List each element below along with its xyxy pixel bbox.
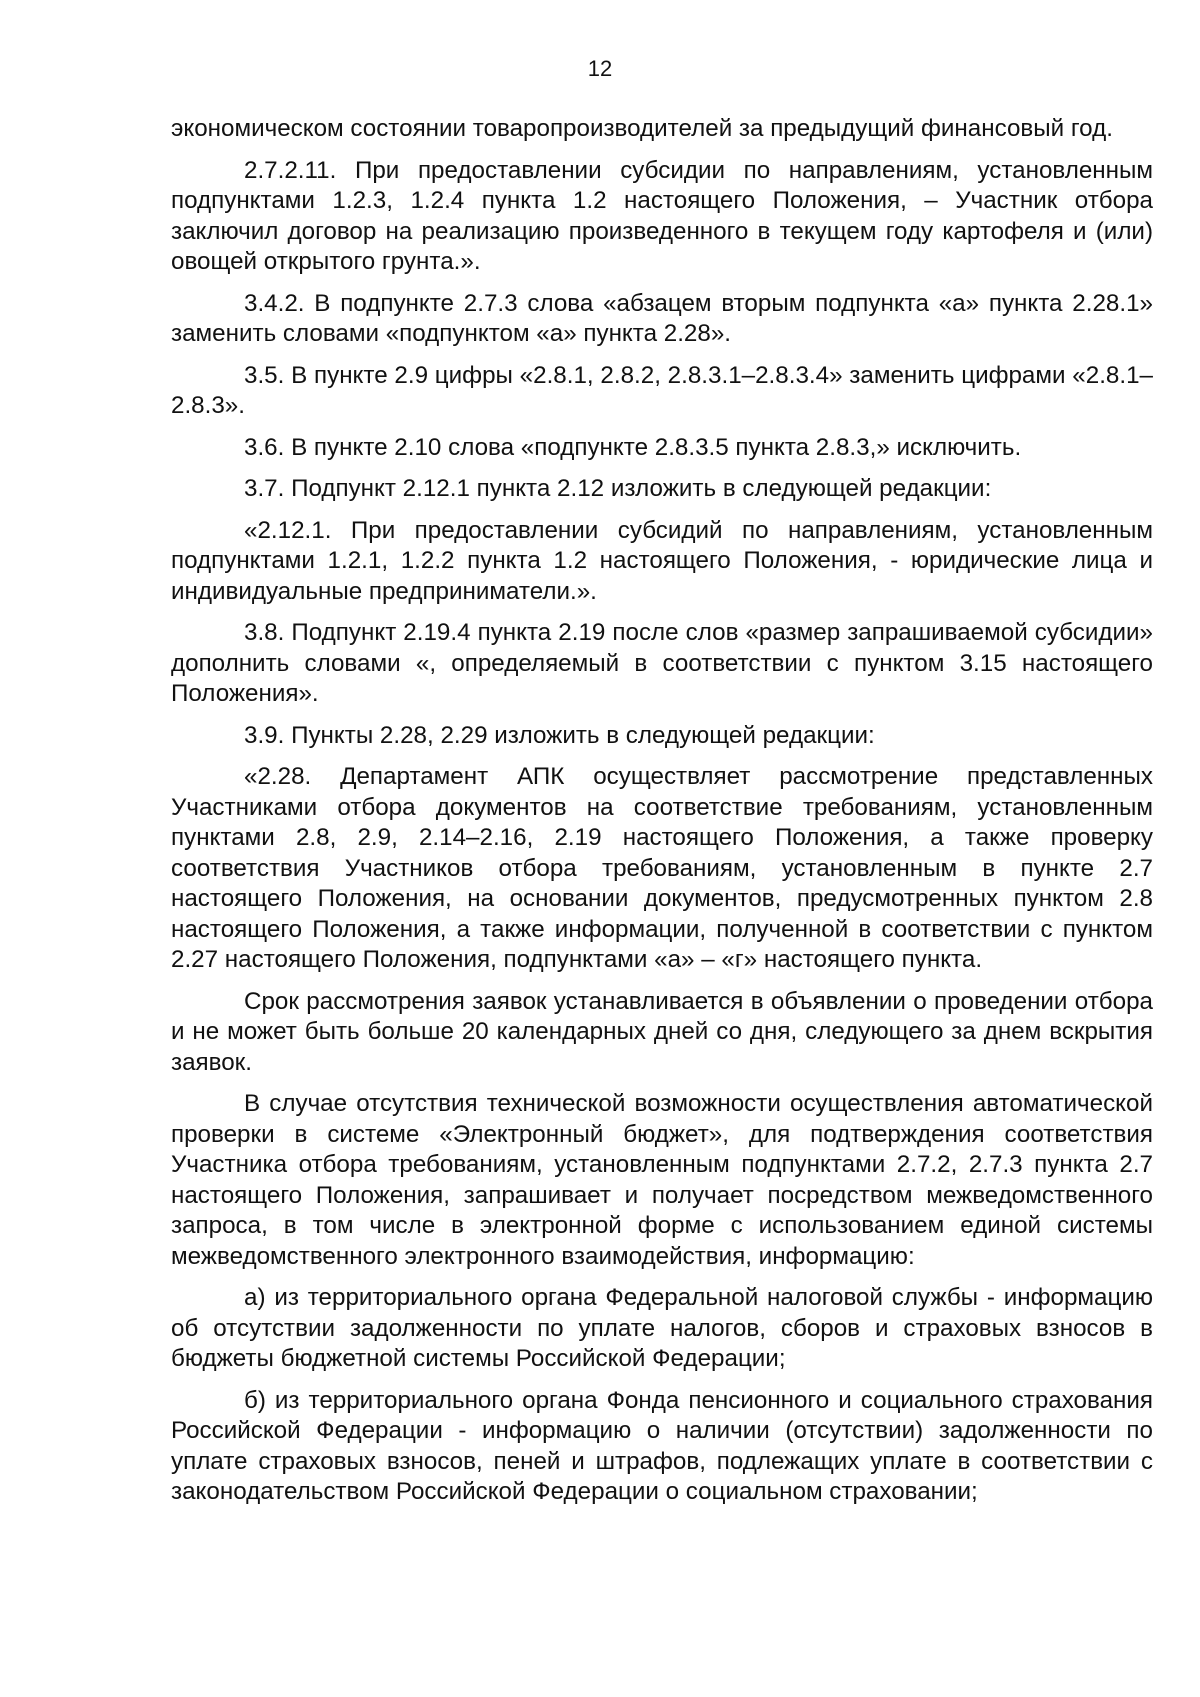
paragraph-3-5: 3.5. В пункте 2.9 цифры «2.8.1, 2.8.2, 2.8.3.1–2.8.3.4» заменить цифрами «2.8.1–2.8.3».	[171, 361, 1153, 419]
paragraph-2-7-2-11: 2.7.2.11. При предоставлении субсидии по направлениям, установленным подпунктами 1.2.3, 1.2.4 пункта 1.2 настоящего Положения, – Участник отбора заключил договор на реализацию произведенного в текущем году картофеля и (или) овощей открытого грунта.».	[171, 156, 1153, 275]
paragraph-item-b: б) из территориального органа Фонда пенсионного и социального страхования Российской Федерации - информацию о наличии (отсутствии) задолженности по уплате страховых взносов, пеней и штрафов, подлежащих уплате в соответствии с законодательством Российской Федерации о социальном страховании;	[171, 1386, 1153, 1505]
paragraph-3-6: 3.6. В пункте 2.10 слова «подпункте 2.8.3.5 пункта 2.8.3,» исключить.	[244, 433, 1022, 461]
paragraph-3-9: 3.9. Пункты 2.28, 2.29 изложить в следующей редакции:	[244, 721, 875, 749]
paragraph-2-12-1: «2.12.1. При предоставлении субсидий по направлениям, установленным подпунктами 1.2.1, 1.2.2 пункта 1.2 настоящего Положения, - юридические лица и индивидуальные предприниматели.».	[171, 516, 1153, 605]
paragraph-item-a: а) из территориального органа Федеральной налоговой службы - информацию об отсутствии задолженности по уплате налогов, сборов и страховых взносов в бюджеты бюджетной системы Российской Федерации;	[171, 1284, 1153, 1372]
paragraph-3-7: 3.7. Подпункт 2.12.1 пункта 2.12 изложить в следующей редакции:	[244, 475, 992, 502]
paragraph-interagency-request: В случае отсутствия технической возможности осуществления автоматической проверки в системе «Электронный бюджет», для подтверждения соответствия Участника отбора требованиям, установленным подпунктами 2.7.2, 2.7.3 пункта 2.7 настоящего Положения, запрашивает и получает посредством межведомственного запроса, в том числе в электронной форме с использованием единой системы межведомственного электронного взаимодействия, информацию:	[171, 1090, 1153, 1270]
paragraph-3-4-2: 3.4.2. В подпункте 2.7.3 слова «абзацем вторым подпункта «а» пункта 2.28.1» заменить словами «подпунктом «а» пункта 2.28».	[171, 289, 1153, 347]
paragraph-review-period: Срок рассмотрения заявок устанавливается в объявлении о проведении отбора и не может быть больше 20 календарных дней со дня, следующего за днем вскрытия заявок.	[171, 987, 1153, 1076]
page-number: 12	[587, 56, 613, 81]
paragraph-2-28: «2.28. Департамент АПК осуществляет рассмотрение представленных Участниками отбора документов на соответствие требованиям, установленным пунктами 2.8, 2.9, 2.14–2.16, 2.19 настоящего Положения, а также проверку соответствия Участников отбора требованиям, установленным в пункте 2.7 настоящего Положения, на основании документов, предусмотренных пунктом 2.8 настоящего Положения, а также информации, полученной в соответствии с пунктом 2.27 настоящего Положения, подпунктами «а» – «г» настоящего пункта.	[171, 763, 1153, 973]
paragraph-3-8: 3.8. Подпункт 2.19.4 пункта 2.19 после слов «размер запрашиваемой субсидии» дополнить словами «, определяемый в соответствии с пунктом 3.15 настоящего Положения».	[171, 619, 1153, 707]
document-body	[171, 114, 1153, 1508]
paragraph-continuation: экономическом состоянии товаропроизводителей за предыдущий финансовый год.	[171, 115, 1113, 142]
